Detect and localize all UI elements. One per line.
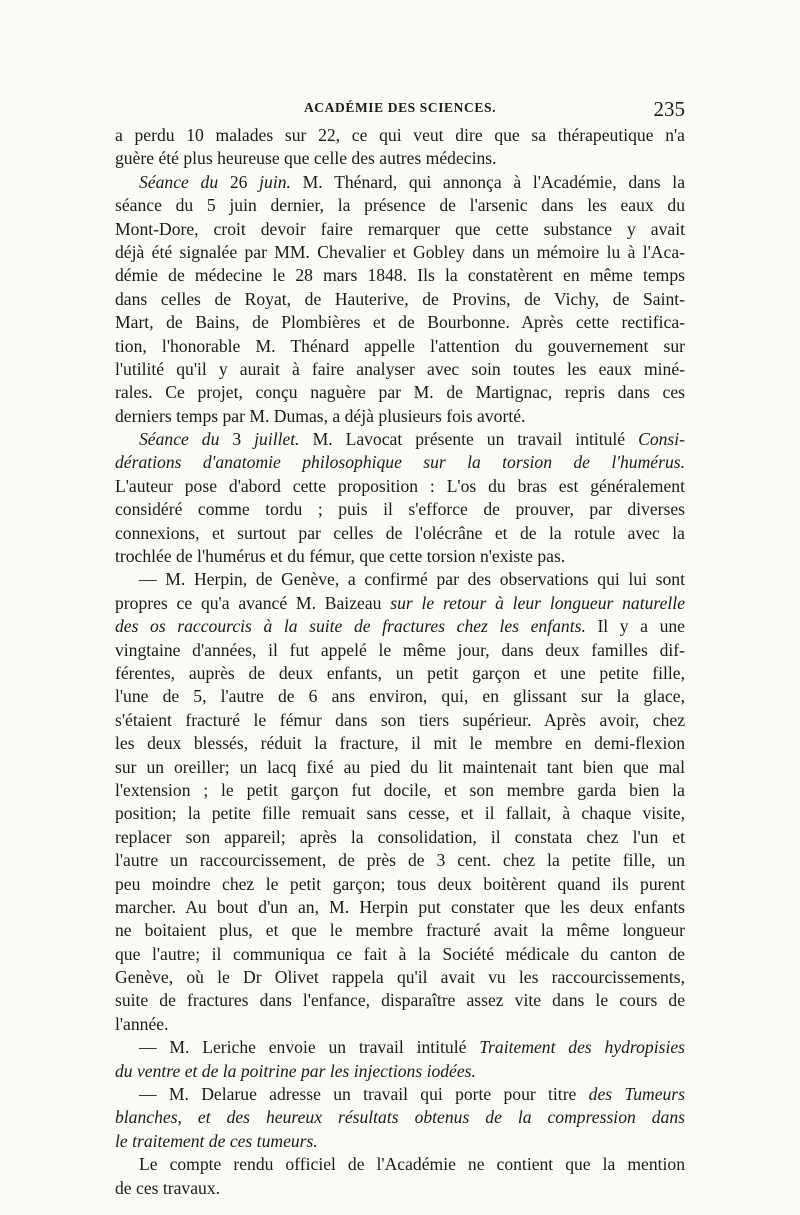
text-segment: — M. Herpin, de Genève, a confirmé par des observations qui lui sont xyxy=(139,569,685,590)
text-line xyxy=(115,241,685,264)
text-segment: Mont-Dore, croit devoir faire remarquer que cette substance y avait xyxy=(115,218,685,239)
text-segment: Genève, où le Dr Olivet rappela qu'il avait vu les raccourcissements, xyxy=(115,967,685,988)
text-line xyxy=(115,709,685,732)
italic-segment: juillet. xyxy=(254,429,300,450)
page-number: 235 xyxy=(653,97,685,121)
text-segment: déjà été signalée par MM. Chevalier et Gobley dans un mémoire lu à l'Aca- xyxy=(115,241,685,262)
text-segment: M. Lavocat présente un travail intitulé xyxy=(299,429,639,450)
text-segment: l'autre un raccourcissement, de près de 3 cent. chez la petite fille, un xyxy=(115,850,685,871)
text-line xyxy=(115,358,685,381)
text-segment: l'une de 5, l'autre de 6 ans environ, qui, en glissant sur la glace, xyxy=(115,686,685,707)
text-line xyxy=(115,966,685,989)
text-segment: Mart, de Bains, de Plombières et de Bourbonne. Après cette rectifica- xyxy=(115,312,685,333)
text-segment: suite de fractures dans l'enfance, disparaître assez vite dans le cours de xyxy=(115,990,685,1011)
text-line xyxy=(115,428,685,451)
text-line xyxy=(115,381,685,404)
text-segment: l'utilité qu'il y aurait à faire analyser avec soin toutes les eaux miné- xyxy=(115,358,685,379)
text-segment: de ces travaux. xyxy=(115,1177,221,1198)
text-segment: peu moindre chez le petit garçon; tous deux boitèrent quand ils purent xyxy=(115,873,685,894)
text-line xyxy=(115,1013,685,1036)
text-segment: tion, l'honorable M. Thénard appelle l'attention du gouvernement sur xyxy=(115,335,685,356)
text-segment: — M. Leriche envoie un travail intitulé xyxy=(139,1037,480,1058)
text-line xyxy=(115,451,685,474)
text-line xyxy=(115,732,685,755)
text-segment: que l'autre; il communiqua ce fait à la Société médicale du canton de xyxy=(115,943,685,964)
text-line xyxy=(115,124,685,147)
text-segment: L'auteur pose d'abord cette proposition : L'os du bras est généralement xyxy=(115,475,685,496)
text-line xyxy=(115,873,685,896)
text-line xyxy=(115,147,685,170)
text-line xyxy=(115,522,685,545)
text-segment: considéré comme tordu ; puis il s'efforce de prouver, par diverses xyxy=(115,499,685,520)
text-line xyxy=(115,568,685,591)
text-segment: marcher. Au bout d'un an, M. Herpin put constater que les deux enfants xyxy=(115,896,685,917)
text-segment: — M. Delarue adresse un travail qui porte pour titre xyxy=(139,1084,589,1105)
text-line xyxy=(115,194,685,217)
italic-segment: Traitement des hydropisies xyxy=(479,1037,685,1058)
text-line xyxy=(115,475,685,498)
text-line xyxy=(115,545,685,568)
text-line xyxy=(115,218,685,241)
text-line xyxy=(115,335,685,358)
text-segment: guère été plus heureuse que celle des autres médecins. xyxy=(115,148,497,169)
text-segment: s'étaient fracturé le fémur dans son tiers supérieur. Après avoir, chez xyxy=(115,709,685,730)
italic-segment: Séance du xyxy=(139,429,220,450)
text-segment: connexions, et surtout par celles de l'olécrâne et de la rotule avec la xyxy=(115,522,685,543)
text-line xyxy=(115,639,685,662)
italic-segment: sur le retour à leur longueur naturelle xyxy=(390,592,685,613)
text-line xyxy=(115,826,685,849)
text-line xyxy=(115,1177,685,1200)
italic-segment: Séance du xyxy=(139,171,219,192)
text-line xyxy=(115,1083,685,1106)
text-segment: trochlée de l'humérus et du fémur, que cette torsion n'existe pas. xyxy=(115,546,566,567)
italic-segment: du ventre et de la poitrine par les injections iodées. xyxy=(115,1060,476,1081)
text-segment: derniers temps par M. Dumas, a déjà plusieurs fois avorté. xyxy=(115,405,526,426)
italic-segment: le traitement de ces tumeurs. xyxy=(115,1130,318,1151)
text-line xyxy=(115,802,685,825)
text-line xyxy=(115,1130,685,1153)
text-segment: Il y a une xyxy=(585,616,685,637)
text-line xyxy=(115,264,685,287)
italic-segment: des Tumeurs xyxy=(588,1084,685,1105)
text-segment: vingtaine d'années, il fut appelé le même jour, dans deux familles dif- xyxy=(115,639,685,660)
text-line xyxy=(115,662,685,685)
text-line xyxy=(115,943,685,966)
italic-segment: Consi- xyxy=(638,429,686,450)
text-line xyxy=(115,896,685,919)
italic-segment: dérations d'anatomie philosophique sur la torsion de l'humérus. xyxy=(115,452,685,473)
running-title: ACADÉMIE DES SCIENCES. xyxy=(303,100,497,115)
text-line xyxy=(115,615,685,638)
text-line xyxy=(115,1153,685,1176)
body-text xyxy=(115,124,685,1200)
text-line xyxy=(115,592,685,615)
text-segment: rales. Ce projet, conçu naguère par M. de Martignac, repris dans ces xyxy=(115,382,685,403)
text-segment: Le compte rendu officiel de l'Académie ne contient que la mention xyxy=(139,1154,685,1175)
text-line xyxy=(115,779,685,802)
text-segment: ne boitaient plus, et que le membre fracturé avait la même longueur xyxy=(115,920,685,941)
text-segment: a perdu 10 malades sur 22, ce qui veut dire que sa thérapeutique n'a xyxy=(115,125,685,145)
text-line xyxy=(115,1106,685,1129)
text-line xyxy=(115,1036,685,1059)
text-segment: 3 xyxy=(219,429,255,450)
text-line xyxy=(115,989,685,1012)
text-segment: M. Thénard, qui annonça à l'Académie, dans la xyxy=(290,171,686,192)
text-segment: position; la petite fille remuait sans cesse, et il fallait, à chaque visite, xyxy=(115,803,685,824)
text-segment: propres ce qu'a avancé M. Baizeau xyxy=(115,592,391,613)
text-line xyxy=(115,405,685,428)
text-line xyxy=(115,1060,685,1083)
italic-segment: des os raccourcis à la suite de fractures chez les enfants. xyxy=(115,616,586,637)
text-line xyxy=(115,685,685,708)
text-segment: l'extension ; le petit garçon fut docile, et son membre garda bien la xyxy=(115,779,685,800)
text-segment: l'année. xyxy=(115,1013,169,1034)
italic-segment: blanches, et des heureux résultats obtenus de la compression dans xyxy=(115,1107,685,1128)
text-line xyxy=(115,919,685,942)
text-segment: séance du 5 juin dernier, la présence de l'arsenic dans les eaux du xyxy=(115,195,685,216)
text-line xyxy=(115,171,685,194)
running-head xyxy=(115,97,685,122)
text-segment: les deux blessés, réduit la fracture, il mit le membre en demi-flexion xyxy=(115,733,685,754)
text-line xyxy=(115,288,685,311)
text-segment: sur un oreiller; un lacq fixé au pied du lit maintenait tant bien que mal xyxy=(115,756,685,777)
text-line xyxy=(115,849,685,872)
text-segment: férentes, auprès de deux enfants, un petit garçon et une petite fille, xyxy=(115,662,685,683)
text-segment: 26 xyxy=(218,171,260,192)
text-line xyxy=(115,498,685,521)
text-line xyxy=(115,756,685,779)
text-line xyxy=(115,311,685,334)
italic-segment: juin. xyxy=(259,171,291,192)
text-segment: dans celles de Royat, de Hauterive, de Provins, de Vichy, de Saint- xyxy=(115,288,685,309)
text-segment: replacer son appareil; après la consolidation, il constata chez l'un et xyxy=(115,826,685,847)
text-segment: démie de médecine le 28 mars 1848. Ils la constatèrent en même temps xyxy=(115,265,685,286)
